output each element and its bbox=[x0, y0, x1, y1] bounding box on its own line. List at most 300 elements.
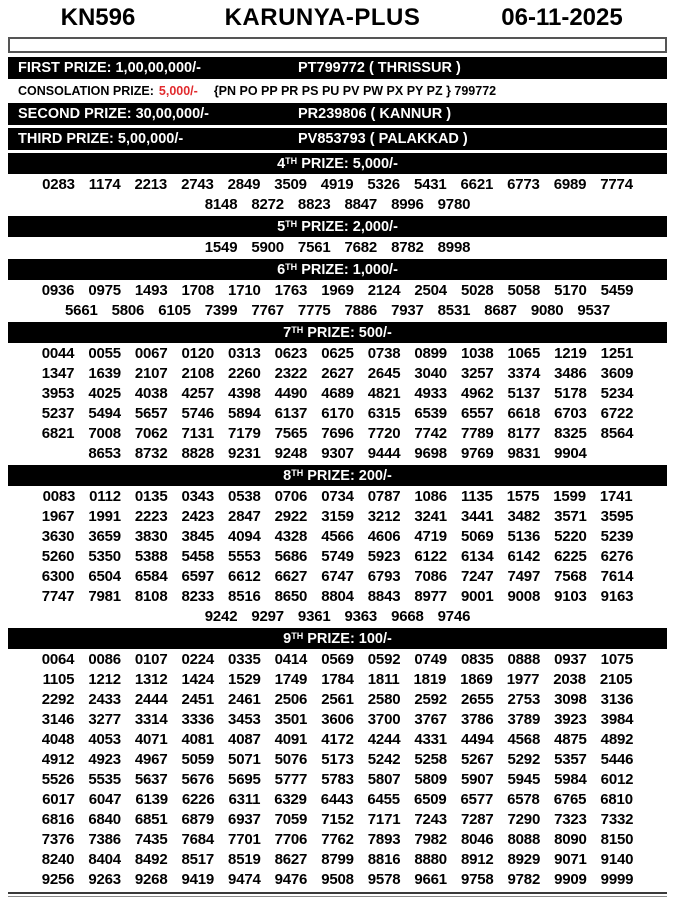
winning-number: 6226 bbox=[181, 791, 215, 808]
winning-number: 0538 bbox=[228, 488, 261, 505]
winning-number: 3314 bbox=[134, 711, 168, 728]
winning-number: 8046 bbox=[460, 831, 494, 848]
second-prize-bar bbox=[8, 103, 667, 125]
winning-number: 7565 bbox=[274, 425, 308, 442]
winning-number: 9361 bbox=[297, 608, 331, 625]
winning-number: 7086 bbox=[414, 568, 447, 585]
winning-number: 1312 bbox=[134, 671, 168, 688]
9th-prize-number-row bbox=[8, 730, 667, 750]
winning-number: 3509 bbox=[274, 176, 307, 193]
winning-number: 0107 bbox=[134, 651, 168, 668]
winning-number: 8843 bbox=[367, 588, 401, 605]
winning-number: 9668 bbox=[391, 608, 424, 625]
winning-number: 3595 bbox=[600, 508, 634, 525]
9th-prize-number-row bbox=[8, 670, 667, 690]
winning-number: 2322 bbox=[274, 365, 308, 382]
winning-number: 5535 bbox=[88, 771, 121, 788]
winning-number: 6765 bbox=[553, 791, 587, 808]
winning-number: 4048 bbox=[41, 731, 75, 748]
winning-number: 4912 bbox=[41, 751, 75, 768]
9th-prize-number-row bbox=[8, 810, 667, 830]
winning-number: 5459 bbox=[600, 282, 634, 299]
winning-number: 0343 bbox=[181, 488, 215, 505]
first-prize-bar bbox=[8, 57, 667, 79]
9th-prize-number-row bbox=[8, 710, 667, 730]
9th-prize-number-row bbox=[8, 830, 667, 850]
winning-number: 3786 bbox=[460, 711, 494, 728]
winning-number: 5237 bbox=[41, 405, 75, 422]
winning-number: 6509 bbox=[413, 791, 447, 808]
winning-number: 4025 bbox=[88, 385, 121, 402]
winning-number: 0738 bbox=[367, 345, 401, 362]
winning-number: 8531 bbox=[437, 302, 471, 319]
winning-number: 4568 bbox=[507, 731, 541, 748]
winning-number: 2423 bbox=[181, 508, 215, 525]
winning-number: 8564 bbox=[600, 425, 634, 442]
winning-number: 0592 bbox=[367, 651, 401, 668]
winning-number: 4923 bbox=[88, 751, 121, 768]
winning-number: 4606 bbox=[367, 528, 401, 545]
winning-number: 0706 bbox=[274, 488, 308, 505]
winning-number: 8912 bbox=[460, 851, 494, 868]
winning-number: 6142 bbox=[507, 548, 541, 565]
winning-number: 2561 bbox=[321, 691, 354, 708]
winning-number: 7981 bbox=[88, 588, 121, 605]
winning-number: 0120 bbox=[181, 345, 215, 362]
winning-number: 5058 bbox=[507, 282, 541, 299]
winning-number: 9103 bbox=[554, 588, 587, 605]
winning-number: 8404 bbox=[88, 851, 121, 868]
winning-number: 8687 bbox=[484, 302, 517, 319]
winning-number: 7775 bbox=[297, 302, 331, 319]
winning-number: 0083 bbox=[42, 488, 76, 505]
winning-number: 7747 bbox=[41, 588, 75, 605]
draw-code: KN596 bbox=[60, 4, 136, 31]
winning-number: 2292 bbox=[41, 691, 75, 708]
winning-number: 1967 bbox=[41, 508, 75, 525]
winning-number: 8847 bbox=[344, 196, 378, 213]
7th-prize-number-row bbox=[8, 424, 667, 444]
winning-number: 6539 bbox=[414, 405, 447, 422]
winning-number: 2753 bbox=[507, 691, 541, 708]
winning-number: 8627 bbox=[274, 851, 308, 868]
winning-number: 5258 bbox=[414, 751, 447, 768]
third-prize-winner: PV853793 ( PALAKKAD ) bbox=[298, 131, 468, 147]
winning-number: 6315 bbox=[367, 405, 401, 422]
winning-number: 3630 bbox=[41, 528, 75, 545]
winning-number: 7171 bbox=[367, 811, 401, 828]
winning-number: 6017 bbox=[42, 791, 75, 808]
winning-number: 0625 bbox=[321, 345, 354, 362]
winning-number: 5242 bbox=[367, 751, 401, 768]
winning-number: 9782 bbox=[507, 871, 541, 888]
winning-number: 4094 bbox=[228, 528, 261, 545]
winning-number: 1710 bbox=[228, 282, 261, 299]
winning-number: 1347 bbox=[41, 365, 75, 382]
winning-number: 1219 bbox=[554, 345, 587, 362]
winning-number: 4875 bbox=[554, 731, 587, 748]
9th-prize-number-row bbox=[8, 770, 667, 790]
winning-number: 1869 bbox=[460, 671, 493, 688]
winning-number: 4331 bbox=[414, 731, 447, 748]
page-title: KARUNYA-PLUS bbox=[224, 4, 421, 31]
winning-number: 5137 bbox=[507, 385, 541, 402]
winning-number: 1741 bbox=[599, 488, 633, 505]
winning-number: 8088 bbox=[507, 831, 541, 848]
winning-number: 9071 bbox=[554, 851, 587, 868]
winning-number: 3277 bbox=[88, 711, 121, 728]
winning-number: 8799 bbox=[321, 851, 354, 868]
winning-number: 1599 bbox=[553, 488, 586, 505]
winning-number: 9163 bbox=[600, 588, 634, 605]
winning-number: 5907 bbox=[460, 771, 494, 788]
winning-number: 8148 bbox=[204, 196, 238, 213]
winning-number: 2847 bbox=[228, 508, 261, 525]
second-prize-winner: PR239806 ( KANNUR ) bbox=[298, 106, 452, 122]
winning-number: 3767 bbox=[414, 711, 447, 728]
winning-number: 8998 bbox=[437, 239, 471, 256]
winning-number: 5661 bbox=[65, 302, 98, 319]
winning-number: 2645 bbox=[367, 365, 401, 382]
winning-number: 6627 bbox=[274, 568, 308, 585]
4th-prize-number-row bbox=[8, 175, 667, 195]
winning-number: 7937 bbox=[391, 302, 424, 319]
winning-number: 7179 bbox=[228, 425, 261, 442]
winning-number: 0044 bbox=[41, 345, 75, 362]
winning-number: 5357 bbox=[554, 751, 587, 768]
winning-number: 5431 bbox=[413, 176, 447, 193]
draw-date: 06-11-2025 bbox=[501, 4, 623, 31]
8th-prize-number-row bbox=[8, 567, 667, 587]
winning-number: 8517 bbox=[181, 851, 215, 868]
winning-number: 3571 bbox=[554, 508, 587, 525]
9th-prize-number-row bbox=[8, 850, 667, 870]
winning-number: 1549 bbox=[204, 239, 238, 256]
third-prize-label: THIRD PRIZE: 5,00,000/- bbox=[18, 131, 184, 147]
winning-number: 8108 bbox=[134, 588, 168, 605]
winning-number: 4081 bbox=[181, 731, 215, 748]
winning-number: 6722 bbox=[600, 405, 634, 422]
winning-number: 5900 bbox=[251, 239, 284, 256]
winning-number: 9508 bbox=[321, 871, 354, 888]
winning-number: 9474 bbox=[228, 871, 261, 888]
winning-number: 5676 bbox=[181, 771, 215, 788]
winning-number: 0899 bbox=[414, 345, 447, 362]
winning-number: 4053 bbox=[88, 731, 121, 748]
section-header-5th-prize bbox=[8, 216, 667, 237]
9th-prize-number-row bbox=[8, 870, 667, 890]
7th-prize-number-row bbox=[8, 404, 667, 424]
winning-number: 4933 bbox=[414, 385, 447, 402]
9th-prize-number-row bbox=[8, 750, 667, 770]
winning-number: 5220 bbox=[554, 528, 587, 545]
winning-number: 7893 bbox=[367, 831, 401, 848]
winning-number: 3257 bbox=[460, 365, 494, 382]
lower-prize-sections bbox=[8, 153, 667, 890]
winning-number: 9248 bbox=[274, 445, 308, 462]
winning-number: 5267 bbox=[460, 751, 494, 768]
winning-number: 8177 bbox=[507, 425, 541, 442]
winning-number: 4087 bbox=[228, 731, 261, 748]
winning-number: 3953 bbox=[41, 385, 75, 402]
winning-number: 5136 bbox=[507, 528, 541, 545]
winning-number: 9419 bbox=[181, 871, 215, 888]
winning-number: 0888 bbox=[507, 651, 541, 668]
consolation-series: {PN PO PP PR PS PU PV PW PX PY PZ } 799772 bbox=[213, 84, 497, 98]
winning-number: 6443 bbox=[320, 791, 354, 808]
section-header-7th-prize bbox=[8, 322, 667, 343]
winning-number: 5292 bbox=[507, 751, 541, 768]
section-header-9th-prize bbox=[8, 628, 667, 649]
winning-number: 2506 bbox=[274, 691, 308, 708]
winning-number: 5260 bbox=[41, 548, 75, 565]
winning-number: 6840 bbox=[88, 811, 121, 828]
winning-number: 0937 bbox=[554, 651, 587, 668]
winning-number: 5178 bbox=[554, 385, 587, 402]
winning-number: 9140 bbox=[600, 851, 634, 868]
8th-prize-number-row bbox=[8, 507, 667, 527]
winning-number: 9008 bbox=[507, 588, 541, 605]
winning-number: 6810 bbox=[600, 791, 633, 808]
winning-number: 2922 bbox=[274, 508, 308, 525]
winning-number: 0787 bbox=[367, 488, 401, 505]
winning-number: 3486 bbox=[554, 365, 587, 382]
section-header-4th-prize bbox=[8, 153, 667, 174]
winning-number: 0623 bbox=[274, 345, 308, 362]
masthead bbox=[8, 0, 667, 36]
winning-number: 1038 bbox=[460, 345, 494, 362]
bottom-rule bbox=[8, 892, 667, 897]
winning-number: 6793 bbox=[367, 568, 401, 585]
winning-number: 3453 bbox=[228, 711, 261, 728]
winning-number: 3441 bbox=[460, 508, 494, 525]
winning-number: 4892 bbox=[600, 731, 634, 748]
section-title: 5TH PRIZE: 2,000/- bbox=[277, 218, 398, 235]
winning-number: 6578 bbox=[507, 791, 540, 808]
winning-number: 7614 bbox=[600, 568, 634, 585]
winning-number: 8816 bbox=[367, 851, 401, 868]
winning-number: 3212 bbox=[367, 508, 401, 525]
winning-number: 4091 bbox=[274, 731, 308, 748]
winning-number: 5071 bbox=[228, 751, 261, 768]
winning-number: 9758 bbox=[460, 871, 494, 888]
8th-prize-number-row bbox=[8, 487, 667, 507]
winning-number: 8240 bbox=[41, 851, 75, 868]
winning-number: 6557 bbox=[460, 405, 494, 422]
winning-number: 4244 bbox=[367, 731, 401, 748]
winning-number: 1105 bbox=[42, 671, 75, 688]
winning-number: 2124 bbox=[367, 282, 401, 299]
winning-number: 9999 bbox=[600, 871, 634, 888]
winning-number: 9444 bbox=[367, 445, 401, 462]
winning-number: 1424 bbox=[181, 671, 215, 688]
first-prize-label: FIRST PRIZE: 1,00,00,000/- bbox=[18, 60, 201, 76]
winning-number: 0335 bbox=[228, 651, 261, 668]
section-title: 6TH PRIZE: 1,000/- bbox=[277, 261, 398, 278]
winning-number: 7399 bbox=[204, 302, 238, 319]
winning-number: 6621 bbox=[460, 176, 494, 193]
winning-number: 1493 bbox=[134, 282, 168, 299]
winning-number: 6170 bbox=[321, 405, 354, 422]
winning-number: 1251 bbox=[600, 345, 634, 362]
winning-number: 6455 bbox=[367, 791, 400, 808]
winning-number: 6989 bbox=[553, 176, 587, 193]
winning-number: 6012 bbox=[600, 771, 634, 788]
winning-number: 7720 bbox=[367, 425, 401, 442]
section-header-8th-prize bbox=[8, 465, 667, 486]
winning-number: 2743 bbox=[181, 176, 214, 193]
winning-number: 9831 bbox=[507, 445, 541, 462]
winning-number: 3136 bbox=[600, 691, 634, 708]
winning-number: 9537 bbox=[577, 302, 610, 319]
winning-number: 7774 bbox=[600, 176, 633, 193]
winning-number: 0086 bbox=[88, 651, 121, 668]
section-header-6th-prize bbox=[8, 259, 667, 280]
winning-number: 5388 bbox=[134, 548, 168, 565]
third-prize-bar bbox=[8, 128, 667, 150]
winning-number: 4962 bbox=[460, 385, 494, 402]
winning-number: 7684 bbox=[181, 831, 215, 848]
winning-number: 6584 bbox=[134, 568, 168, 585]
winning-number: 2655 bbox=[460, 691, 494, 708]
winning-number: 1135 bbox=[460, 488, 493, 505]
winning-number: 1529 bbox=[228, 671, 261, 688]
winning-number: 2849 bbox=[227, 176, 261, 193]
winning-number: 6105 bbox=[158, 302, 191, 319]
winning-number: 7131 bbox=[181, 425, 215, 442]
winning-number: 5553 bbox=[228, 548, 261, 565]
winning-number: 1991 bbox=[88, 508, 121, 525]
winning-number: 7742 bbox=[414, 425, 447, 442]
winning-number: 3609 bbox=[600, 365, 634, 382]
winning-number: 5695 bbox=[228, 771, 261, 788]
winning-number: 4566 bbox=[321, 528, 354, 545]
winning-number: 5173 bbox=[321, 751, 354, 768]
8th-prize-number-row bbox=[8, 587, 667, 607]
winning-number: 8090 bbox=[554, 831, 587, 848]
winning-number: 5783 bbox=[321, 771, 354, 788]
winning-number: 6139 bbox=[135, 791, 168, 808]
winning-number: 7332 bbox=[600, 811, 634, 828]
winning-number: 7243 bbox=[414, 811, 447, 828]
winning-number: 6612 bbox=[228, 568, 261, 585]
winning-number: 9297 bbox=[251, 608, 284, 625]
winning-number: 7376 bbox=[41, 831, 75, 848]
consolation-label: CONSOLATION PRIZE: bbox=[18, 84, 154, 98]
winning-number: 2444 bbox=[134, 691, 168, 708]
winning-number: 4398 bbox=[228, 385, 261, 402]
winning-number: 0067 bbox=[134, 345, 168, 362]
winning-number: 9263 bbox=[88, 871, 121, 888]
winning-number: 7789 bbox=[460, 425, 494, 442]
winning-number: 4919 bbox=[320, 176, 354, 193]
winning-number: 7059 bbox=[274, 811, 308, 828]
winning-number: 2213 bbox=[134, 176, 168, 193]
winning-number: 7886 bbox=[344, 302, 378, 319]
winning-number: 5657 bbox=[134, 405, 168, 422]
winning-number: 9363 bbox=[344, 608, 378, 625]
section-title: 8TH PRIZE: 200/- bbox=[283, 467, 392, 484]
winning-number: 8880 bbox=[414, 851, 447, 868]
winning-number: 2108 bbox=[181, 365, 215, 382]
winning-number: 4257 bbox=[181, 385, 215, 402]
winning-number: 0135 bbox=[134, 488, 168, 505]
winning-number: 3040 bbox=[414, 365, 447, 382]
winning-number: 3374 bbox=[507, 365, 541, 382]
winning-number: 6329 bbox=[274, 791, 307, 808]
9th-prize-number-row bbox=[8, 790, 667, 810]
winning-number: 6225 bbox=[554, 548, 587, 565]
winning-number: 0936 bbox=[41, 282, 75, 299]
winning-number: 0569 bbox=[321, 651, 354, 668]
winning-number: 1575 bbox=[506, 488, 540, 505]
7th-prize-number-row bbox=[8, 444, 667, 464]
winning-number: 8233 bbox=[181, 588, 215, 605]
winning-number: 8653 bbox=[88, 445, 121, 462]
winning-number: 9698 bbox=[414, 445, 447, 462]
blank-box bbox=[8, 37, 667, 53]
winning-number: 6577 bbox=[460, 791, 494, 808]
winning-number: 7497 bbox=[507, 568, 541, 585]
winning-number: 3606 bbox=[321, 711, 354, 728]
winning-number: 5923 bbox=[367, 548, 401, 565]
winning-number: 9780 bbox=[437, 196, 471, 213]
winning-number: 6851 bbox=[134, 811, 168, 828]
winning-number: 6276 bbox=[600, 548, 634, 565]
winning-number: 7682 bbox=[344, 239, 378, 256]
winning-number: 5749 bbox=[321, 548, 354, 565]
winning-number: 6879 bbox=[181, 811, 215, 828]
8th-prize-number-row bbox=[8, 547, 667, 567]
winning-number: 2451 bbox=[181, 691, 215, 708]
winning-number: 6773 bbox=[507, 176, 540, 193]
winning-number: 1977 bbox=[506, 671, 540, 688]
winning-number: 9746 bbox=[437, 608, 471, 625]
winning-number: 1811 bbox=[367, 671, 400, 688]
winning-number: 3501 bbox=[274, 711, 308, 728]
winning-number: 5526 bbox=[41, 771, 75, 788]
section-title: 9TH PRIZE: 100/- bbox=[283, 630, 392, 647]
winning-number: 7568 bbox=[554, 568, 587, 585]
winning-number: 9769 bbox=[460, 445, 494, 462]
winning-number: 9268 bbox=[134, 871, 168, 888]
winning-number: 8823 bbox=[297, 196, 331, 213]
winning-number: 4719 bbox=[414, 528, 447, 545]
winning-number: 8828 bbox=[181, 445, 215, 462]
winning-number: 3789 bbox=[507, 711, 541, 728]
winning-number: 8272 bbox=[251, 196, 284, 213]
first-prize-winner: PT799772 ( THRISSUR ) bbox=[298, 60, 461, 76]
section-title: 4TH PRIZE: 5,000/- bbox=[277, 155, 398, 172]
winning-number: 9231 bbox=[228, 445, 261, 462]
winning-number: 5686 bbox=[274, 548, 308, 565]
winning-number: 3984 bbox=[600, 711, 634, 728]
winning-number: 7386 bbox=[88, 831, 121, 848]
winning-number: 1708 bbox=[181, 282, 215, 299]
winning-number: 2627 bbox=[321, 365, 354, 382]
winning-number: 8732 bbox=[134, 445, 168, 462]
winning-number: 1212 bbox=[88, 671, 121, 688]
winning-number: 7696 bbox=[321, 425, 354, 442]
winning-number: 5069 bbox=[460, 528, 494, 545]
8th-prize-number-row bbox=[8, 607, 667, 627]
winning-number: 2105 bbox=[599, 671, 633, 688]
winning-number: 0835 bbox=[460, 651, 494, 668]
winning-number: 5350 bbox=[88, 548, 121, 565]
winning-number: 5806 bbox=[111, 302, 145, 319]
winning-number: 2580 bbox=[367, 691, 401, 708]
winning-number: 5894 bbox=[228, 405, 261, 422]
